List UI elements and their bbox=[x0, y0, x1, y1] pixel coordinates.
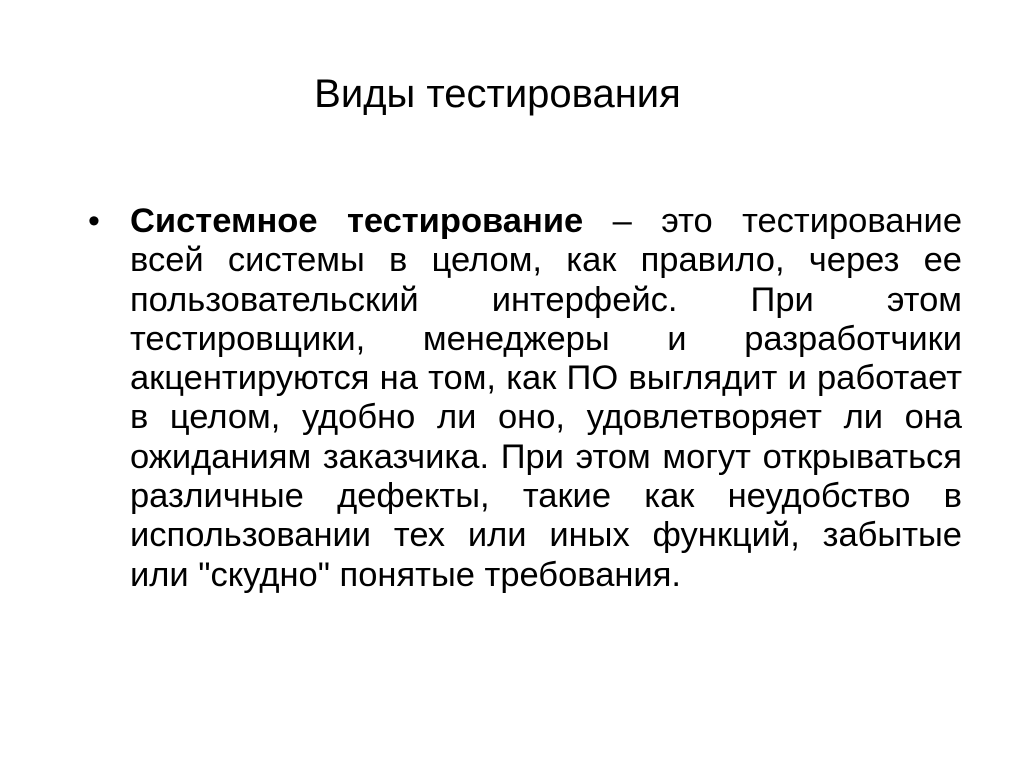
bullet-body-text: – это тестирование всей системы в целом, как правило, через ее пользовательский интерфейс. При этом тестировщики, менеджеры и разработчики акцентируются на том, как ПО выглядит и работает в целом, удобно ли оно, удовлетворяет ли она ожиданиям заказчика. При этом могут открываться различные дефекты, такие как неудобство в использовании тех или иных функций, забытые или "скудно" понятые требования. bbox=[130, 202, 963, 594]
slide-title: Виды тестирования bbox=[314, 72, 681, 116]
bullet-marker-icon: • bbox=[88, 202, 100, 240]
bullet-term: Системное тестирование bbox=[130, 202, 584, 240]
bullet-paragraph bbox=[130, 202, 962, 595]
